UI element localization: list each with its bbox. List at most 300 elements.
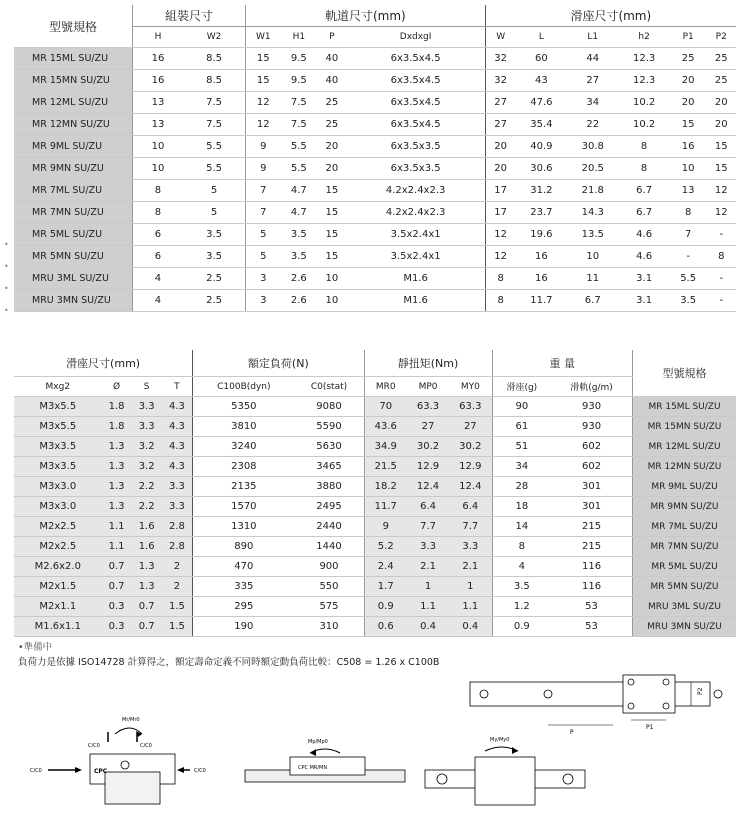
- model-header-2: 型號規格: [633, 350, 737, 397]
- value-cell: 6x3.5x4.5: [347, 48, 486, 70]
- value-cell: 7.5: [183, 114, 246, 136]
- table-row: [14, 597, 736, 617]
- value-cell: 2.2: [132, 497, 162, 517]
- table-row: [14, 246, 736, 268]
- value-cell: 0.9: [492, 617, 551, 637]
- value-cell: 7.5: [280, 114, 317, 136]
- value-cell: 18: [492, 497, 551, 517]
- t1-col-header: L1: [567, 27, 618, 48]
- value-cell: 10: [567, 246, 618, 268]
- value-cell: 7: [670, 224, 707, 246]
- table-row: [14, 537, 736, 557]
- value-cell: 27: [567, 70, 618, 92]
- value-cell: 3.3: [162, 477, 193, 497]
- value-cell: 12: [246, 114, 281, 136]
- value-cell: 1.3: [132, 577, 162, 597]
- value-cell: 19.6: [516, 224, 567, 246]
- mp-label: Mp/Mp0: [308, 739, 328, 745]
- value-cell: 8: [485, 290, 516, 312]
- value-cell: 890: [193, 537, 295, 557]
- value-cell: 301: [551, 497, 632, 517]
- c-label-left: C/C0: [88, 743, 100, 749]
- value-cell: 6.4: [449, 497, 492, 517]
- value-cell: 27: [407, 417, 449, 437]
- value-cell: 930: [551, 417, 632, 437]
- table-row: [14, 457, 736, 477]
- value-cell: 12: [246, 92, 281, 114]
- table-row: [14, 136, 736, 158]
- value-cell: 4.3: [162, 417, 193, 437]
- value-cell: 3.5: [183, 246, 246, 268]
- value-cell: 4.6: [618, 224, 669, 246]
- load-direction-diagram: [30, 712, 230, 812]
- value-cell: 13: [133, 114, 183, 136]
- value-cell: 9: [246, 136, 281, 158]
- value-cell: 6.7: [618, 180, 669, 202]
- value-cell: 1.8: [102, 397, 132, 417]
- value-cell: 550: [294, 577, 364, 597]
- value-cell: 6x3.5x4.5: [347, 114, 486, 136]
- value-cell: 3.2: [132, 457, 162, 477]
- value-cell: 0.7: [132, 597, 162, 617]
- value-cell: 25: [707, 48, 737, 70]
- value-cell: 22: [567, 114, 618, 136]
- value-cell: 15: [707, 158, 737, 180]
- t2-col-header: C0(stat): [294, 377, 364, 397]
- table-row: [14, 417, 736, 437]
- cpc-logo: CPC: [94, 768, 108, 775]
- value-cell: 2308: [193, 457, 295, 477]
- value-cell: 0.3: [102, 597, 132, 617]
- value-cell: 20: [707, 114, 737, 136]
- value-cell: 30.2: [407, 437, 449, 457]
- value-cell: 4.3: [162, 457, 193, 477]
- table-row: [14, 114, 736, 136]
- value-cell: 15: [317, 180, 346, 202]
- cpc-mrmn-logo: CPC MR/MN: [298, 765, 328, 771]
- value-cell: 10: [670, 158, 707, 180]
- load-table: [14, 350, 736, 637]
- model-cell: MR 5MN SU/ZU: [14, 246, 133, 268]
- value-cell: M3x3.0: [14, 477, 102, 497]
- value-cell: 1.3: [132, 557, 162, 577]
- value-cell: 16: [133, 48, 183, 70]
- value-cell: 6.4: [407, 497, 449, 517]
- table-row: [14, 477, 736, 497]
- value-cell: 13: [670, 180, 707, 202]
- value-cell: 2.8: [162, 537, 193, 557]
- table-row: [14, 517, 736, 537]
- value-cell: 3880: [294, 477, 364, 497]
- t2-col-header: 滑軌(g/m): [551, 377, 632, 397]
- load-header: 額定負荷(N): [193, 350, 364, 377]
- value-cell: 18.2: [364, 477, 407, 497]
- value-cell: 14.3: [567, 202, 618, 224]
- value-cell: 3.5: [183, 224, 246, 246]
- value-cell: 9.5: [280, 70, 317, 92]
- value-cell: 1570: [193, 497, 295, 517]
- value-cell: 3.5: [280, 246, 317, 268]
- value-cell: 8: [133, 202, 183, 224]
- t2-col-header: Mxg2: [14, 377, 102, 397]
- value-cell: 335: [193, 577, 295, 597]
- value-cell: 3.5x2.4x1: [347, 246, 486, 268]
- value-cell: 3.3: [407, 537, 449, 557]
- rail-header: 軌道尺寸(mm): [246, 5, 486, 27]
- value-cell: 0.6: [364, 617, 407, 637]
- value-cell: 60: [516, 48, 567, 70]
- value-cell: 12.3: [618, 48, 669, 70]
- value-cell: 0.7: [102, 577, 132, 597]
- preparing-dot: •: [4, 240, 9, 249]
- value-cell: 8: [133, 180, 183, 202]
- value-cell: 8: [670, 202, 707, 224]
- t1-col-header: P: [317, 27, 346, 48]
- torque-header: 靜扭矩(Nm): [364, 350, 492, 377]
- value-cell: 7.7: [449, 517, 492, 537]
- value-cell: 12.4: [407, 477, 449, 497]
- t2-col-header: MR0: [364, 377, 407, 397]
- model-cell: MR 9ML SU/ZU: [14, 136, 133, 158]
- value-cell: 5: [183, 202, 246, 224]
- model-cell: MR 9ML SU/ZU: [633, 477, 737, 497]
- value-cell: 4: [492, 557, 551, 577]
- value-cell: 20: [485, 158, 516, 180]
- value-cell: 15: [246, 70, 281, 92]
- dimension-drawing: [468, 670, 738, 740]
- value-cell: 0.4: [449, 617, 492, 637]
- value-cell: 5.5: [183, 136, 246, 158]
- value-cell: 602: [551, 457, 632, 477]
- value-cell: 1.2: [492, 597, 551, 617]
- value-cell: 4.6: [618, 246, 669, 268]
- value-cell: 3.3: [449, 537, 492, 557]
- value-cell: 53: [551, 617, 632, 637]
- value-cell: 5.5: [280, 158, 317, 180]
- model-cell: MR 7ML SU/ZU: [14, 180, 133, 202]
- value-cell: 4.7: [280, 202, 317, 224]
- value-cell: 12: [707, 180, 737, 202]
- t1-col-header: P2: [707, 27, 737, 48]
- value-cell: 5630: [294, 437, 364, 457]
- value-cell: 602: [551, 437, 632, 457]
- value-cell: 310: [294, 617, 364, 637]
- value-cell: 90: [492, 397, 551, 417]
- value-cell: 10: [317, 290, 346, 312]
- value-cell: 2: [162, 557, 193, 577]
- model-cell: MR 5MN SU/ZU: [633, 577, 737, 597]
- value-cell: 25: [317, 114, 346, 136]
- value-cell: 15: [317, 202, 346, 224]
- value-cell: 3240: [193, 437, 295, 457]
- preparing-dot: •: [4, 284, 9, 293]
- value-cell: 6x3.5x4.5: [347, 70, 486, 92]
- value-cell: 4.3: [162, 397, 193, 417]
- value-cell: 6x3.5x3.5: [347, 136, 486, 158]
- t2-col-header: S: [132, 377, 162, 397]
- t1-col-header: L: [516, 27, 567, 48]
- table-row: [14, 224, 736, 246]
- side-view-diagram: [240, 735, 410, 805]
- weight-header: 重 量: [492, 350, 632, 377]
- notes: [18, 640, 439, 670]
- value-cell: 3.3: [162, 497, 193, 517]
- value-cell: 7: [246, 180, 281, 202]
- model-cell: MRU 3ML SU/ZU: [633, 597, 737, 617]
- value-cell: 12.4: [449, 477, 492, 497]
- value-cell: 25: [317, 92, 346, 114]
- value-cell: 11: [567, 268, 618, 290]
- value-cell: 12.9: [407, 457, 449, 477]
- value-cell: 1440: [294, 537, 364, 557]
- model-cell: MR 12MN SU/ZU: [14, 114, 133, 136]
- value-cell: 3.1: [618, 290, 669, 312]
- value-cell: 44: [567, 48, 618, 70]
- value-cell: 1: [407, 577, 449, 597]
- value-cell: 6: [133, 246, 183, 268]
- value-cell: 1: [449, 577, 492, 597]
- value-cell: -: [707, 268, 737, 290]
- value-cell: 6.7: [618, 202, 669, 224]
- value-cell: 15: [670, 114, 707, 136]
- value-cell: 4.2x2.4x2.3: [347, 180, 486, 202]
- value-cell: M2x2.5: [14, 537, 102, 557]
- value-cell: 5.2: [364, 537, 407, 557]
- value-cell: 6: [133, 224, 183, 246]
- value-cell: 27: [485, 92, 516, 114]
- value-cell: 5.5: [670, 268, 707, 290]
- value-cell: 6x3.5x3.5: [347, 158, 486, 180]
- value-cell: 2.4: [364, 557, 407, 577]
- value-cell: 1.6: [132, 537, 162, 557]
- model-cell: MR 5ML SU/ZU: [14, 224, 133, 246]
- value-cell: 0.4: [407, 617, 449, 637]
- p1-dim-label: P1: [646, 724, 654, 731]
- value-cell: 470: [193, 557, 295, 577]
- value-cell: 16: [670, 136, 707, 158]
- value-cell: 0.9: [364, 597, 407, 617]
- value-cell: M1.6: [347, 290, 486, 312]
- value-cell: 1.6: [132, 517, 162, 537]
- value-cell: 0.3: [102, 617, 132, 637]
- c-label-far-left: C/C0: [30, 768, 42, 774]
- value-cell: 9.5: [280, 48, 317, 70]
- value-cell: 43: [516, 70, 567, 92]
- model-cell: MR 15MN SU/ZU: [633, 417, 737, 437]
- value-cell: 8: [485, 268, 516, 290]
- p2-dim-label: P2: [697, 687, 704, 695]
- dimensions-table: [14, 5, 736, 312]
- value-cell: -: [670, 246, 707, 268]
- table-row: [14, 397, 736, 417]
- value-cell: M1.6x1.1: [14, 617, 102, 637]
- table-row: [14, 180, 736, 202]
- value-cell: 53: [551, 597, 632, 617]
- t1-col-header: DxdxgI: [347, 27, 486, 48]
- value-cell: 1.3: [102, 497, 132, 517]
- value-cell: 10: [133, 158, 183, 180]
- model-cell: MR 15ML SU/ZU: [633, 397, 737, 417]
- value-cell: M2x2.5: [14, 517, 102, 537]
- value-cell: 2.8: [162, 517, 193, 537]
- value-cell: 8: [618, 158, 669, 180]
- value-cell: 20: [707, 92, 737, 114]
- value-cell: 4.3: [162, 437, 193, 457]
- value-cell: 2.1: [407, 557, 449, 577]
- value-cell: 27: [449, 417, 492, 437]
- value-cell: 1.3: [102, 477, 132, 497]
- table-row: [14, 497, 736, 517]
- t2-col-header: 滑座(g): [492, 377, 551, 397]
- value-cell: M2x1.5: [14, 577, 102, 597]
- value-cell: 1.5: [162, 617, 193, 637]
- value-cell: 0.7: [132, 617, 162, 637]
- value-cell: 7.5: [183, 92, 246, 114]
- table-row: [14, 557, 736, 577]
- value-cell: 8: [618, 136, 669, 158]
- value-cell: 3465: [294, 457, 364, 477]
- value-cell: 5590: [294, 417, 364, 437]
- model-cell: MRU 3MN SU/ZU: [633, 617, 737, 637]
- value-cell: 575: [294, 597, 364, 617]
- t1-col-header: h2: [618, 27, 669, 48]
- t1-col-header: W: [485, 27, 516, 48]
- rail-shape: [105, 772, 160, 804]
- value-cell: 27: [485, 114, 516, 136]
- value-cell: 20.5: [567, 158, 618, 180]
- value-cell: 31.2: [516, 180, 567, 202]
- t1-col-header: P1: [670, 27, 707, 48]
- value-cell: 3: [246, 268, 281, 290]
- value-cell: 295: [193, 597, 295, 617]
- value-cell: 8.5: [183, 48, 246, 70]
- value-cell: 20: [670, 92, 707, 114]
- value-cell: 15: [246, 48, 281, 70]
- value-cell: 17: [485, 202, 516, 224]
- value-cell: 61: [492, 417, 551, 437]
- c-label-far-right: C/C0: [194, 768, 206, 774]
- value-cell: 5.5: [183, 158, 246, 180]
- value-cell: 5.5: [280, 136, 317, 158]
- value-cell: 12: [485, 246, 516, 268]
- table-row: [14, 268, 736, 290]
- value-cell: 70: [364, 397, 407, 417]
- value-cell: 20: [485, 136, 516, 158]
- value-cell: 17: [485, 180, 516, 202]
- value-cell: 47.6: [516, 92, 567, 114]
- value-cell: 1.1: [449, 597, 492, 617]
- model-cell: MR 9MN SU/ZU: [633, 497, 737, 517]
- value-cell: 5: [183, 180, 246, 202]
- table-row: [14, 48, 736, 70]
- value-cell: M3x5.5: [14, 417, 102, 437]
- value-cell: 1310: [193, 517, 295, 537]
- value-cell: 12: [707, 202, 737, 224]
- value-cell: 4: [133, 290, 183, 312]
- value-cell: 13: [133, 92, 183, 114]
- model-cell: MR 7MN SU/ZU: [633, 537, 737, 557]
- value-cell: 12.3: [618, 70, 669, 92]
- t2-col-header: MY0: [449, 377, 492, 397]
- value-cell: 23.7: [516, 202, 567, 224]
- value-cell: 215: [551, 537, 632, 557]
- value-cell: M3x5.5: [14, 397, 102, 417]
- table-row: [14, 577, 736, 597]
- value-cell: -: [707, 290, 737, 312]
- value-cell: 1.1: [407, 597, 449, 617]
- value-cell: 8: [707, 246, 737, 268]
- model-cell: MR 7ML SU/ZU: [633, 517, 737, 537]
- value-cell: 5: [246, 224, 281, 246]
- value-cell: 30.8: [567, 136, 618, 158]
- value-cell: 3.5x2.4x1: [347, 224, 486, 246]
- value-cell: 35.4: [516, 114, 567, 136]
- value-cell: 10.2: [618, 92, 669, 114]
- value-cell: 2.1: [449, 557, 492, 577]
- model-cell: MRU 3ML SU/ZU: [14, 268, 133, 290]
- value-cell: 301: [551, 477, 632, 497]
- value-cell: 25: [707, 70, 737, 92]
- preparing-note: •準備中: [18, 642, 53, 653]
- table-row: [14, 70, 736, 92]
- value-cell: 3.3: [132, 397, 162, 417]
- value-cell: 3.5: [670, 290, 707, 312]
- mr-label: Mr/Mr0: [122, 717, 140, 723]
- value-cell: 9: [246, 158, 281, 180]
- model-cell: MR 12ML SU/ZU: [633, 437, 737, 457]
- model-cell: MR 5ML SU/ZU: [633, 557, 737, 577]
- value-cell: 7: [246, 202, 281, 224]
- value-cell: 20: [317, 136, 346, 158]
- value-cell: 3.5: [280, 224, 317, 246]
- value-cell: 1.3: [102, 437, 132, 457]
- value-cell: 1.7: [364, 577, 407, 597]
- value-cell: 11.7: [516, 290, 567, 312]
- value-cell: 900: [294, 557, 364, 577]
- value-cell: 63.3: [449, 397, 492, 417]
- value-cell: 3: [246, 290, 281, 312]
- value-cell: 1.1: [102, 537, 132, 557]
- table-row: [14, 202, 736, 224]
- value-cell: 6.7: [567, 290, 618, 312]
- model-cell: MR 12ML SU/ZU: [14, 92, 133, 114]
- value-cell: 10: [317, 268, 346, 290]
- model-cell: MR 9MN SU/ZU: [14, 158, 133, 180]
- t2-col-header: Ø: [102, 377, 132, 397]
- value-cell: 4.7: [280, 180, 317, 202]
- value-cell: 13.5: [567, 224, 618, 246]
- value-cell: 3.5: [492, 577, 551, 597]
- value-cell: 1.1: [102, 517, 132, 537]
- value-cell: 6x3.5x4.5: [347, 92, 486, 114]
- value-cell: 3.2: [132, 437, 162, 457]
- c-label-right: C/C0: [140, 743, 152, 749]
- value-cell: M1.6: [347, 268, 486, 290]
- t1-col-header: H1: [280, 27, 317, 48]
- t2-col-header: MP0: [407, 377, 449, 397]
- value-cell: 4.2x2.4x2.3: [347, 202, 486, 224]
- value-cell: 20: [670, 70, 707, 92]
- value-cell: 2495: [294, 497, 364, 517]
- value-cell: 3.1: [618, 268, 669, 290]
- value-cell: M3x3.0: [14, 497, 102, 517]
- assembly-header: 組裝尺寸: [133, 5, 246, 27]
- value-cell: 21.8: [567, 180, 618, 202]
- value-cell: 25: [670, 48, 707, 70]
- value-cell: 9: [364, 517, 407, 537]
- value-cell: 12.9: [449, 457, 492, 477]
- value-cell: 32: [485, 70, 516, 92]
